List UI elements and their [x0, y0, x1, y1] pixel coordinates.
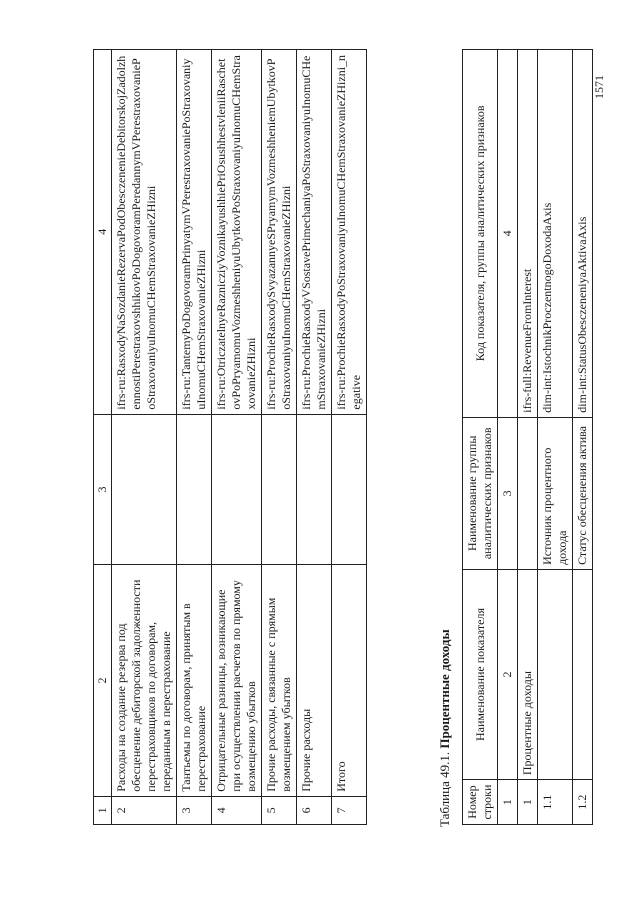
table-row — [538, 50, 573, 825]
row-number: 7 — [332, 796, 367, 824]
group-name — [262, 414, 297, 565]
column-number-2: 2 — [94, 565, 112, 796]
column-number-1: 1 — [94, 796, 112, 824]
table-row — [262, 50, 297, 825]
group-name — [332, 414, 367, 565]
indicator-name: Отрицательные разницы, возникающие при осуществлении расчетов по прямому возмещению убытков — [212, 565, 262, 796]
indicator-code: ifrs-ru:OtriczatelnyeRaznicziyVoznikayushhiePriOsushhestvleniiRaschetovPoPryamomuVozmeshheniyuUbytkovPoStraxovaniyuInomuCHemStraxovanieZHizni — [212, 50, 262, 415]
column-number-2: 2 — [498, 569, 518, 779]
column-number-3: 3 — [498, 417, 518, 569]
table-row — [573, 50, 593, 825]
row-number: 6 — [297, 796, 332, 824]
indicator-name — [538, 569, 573, 779]
indicator-code: dim-int:StatusObesczeneniyaAktivaAxis — [573, 50, 593, 418]
indicator-name: Процентные доходы — [518, 569, 538, 779]
indicator-name: Прочие расходы — [297, 565, 332, 796]
group-name: Статус обесценения актива — [573, 417, 593, 569]
row-number: 3 — [177, 796, 212, 824]
row-number: 1 — [518, 780, 538, 825]
table-row — [332, 50, 367, 825]
row-number: 1.1 — [538, 780, 573, 825]
column-number-4: 4 — [498, 50, 518, 418]
column-number-4: 4 — [94, 50, 112, 415]
group-name — [212, 414, 262, 565]
indicator-code: ifrs-ru:RasxodyNaSozdanieRezervaPodObesczenenieDebitorskojZadolzhennostiPerestraxovshhikovPoDogovoramPeredannymVPerestraxovaniePoStraxovaniyuInomuCHemStraxovanieZHizni — [112, 50, 177, 415]
table-row — [177, 50, 212, 825]
indicator-code: ifrs-ru:ProchieRasxodyPoStraxovaniyuInomuCHemStraxovanieZHizni_negative — [332, 50, 367, 415]
group-name: Источник процентного дохода — [538, 417, 573, 569]
indicators-table-continued — [93, 49, 367, 825]
group-name — [297, 414, 332, 565]
row-number: 4 — [212, 796, 262, 824]
group-name — [177, 414, 212, 565]
indicator-code: ifrs-ru:TantemyPoDogovoramPrinyatymVPerestraxovaniePoStraxovaniyuInomuCHemStraxovanieZHizni — [177, 50, 212, 415]
table-row — [297, 50, 332, 825]
interest-income-table — [462, 49, 593, 825]
group-name — [112, 414, 177, 565]
row-number: 1.2 — [573, 780, 593, 825]
header-row-number: Номер строки — [463, 780, 498, 825]
table-row — [112, 50, 177, 825]
table-caption — [437, 629, 453, 827]
table-row — [212, 50, 262, 825]
column-numbers-row — [498, 50, 518, 825]
indicator-code: ifrs-ru:ProchieRasxodyVSostavePrimechaniyaPoStraxovaniyuInomuCHemStraxovanieZHizni — [297, 50, 332, 415]
caption-title: Процентные доходы — [437, 629, 452, 749]
indicator-code: ifrs-ru:ProchieRasxodySvyazannyeSPryamymVozmeshheniemUbytkovPoStraxovaniyuInomuCHemStraxovanieZHizni — [262, 50, 297, 415]
caption-prefix: Таблица 49.1. — [437, 751, 452, 827]
table-row — [518, 50, 538, 825]
column-number-3: 3 — [94, 414, 112, 565]
table-header-row — [94, 50, 112, 825]
column-number-1: 1 — [498, 780, 518, 825]
header-indicator-name: Наименование показателя — [463, 569, 498, 779]
indicator-code: ifrs-full:RevenueFromInterest — [518, 50, 538, 418]
header-group-name: Наименование группы аналитических признаков — [463, 417, 498, 569]
header-indicator-code: Код показателя, группы аналитических признаков — [463, 50, 498, 418]
indicator-name — [573, 569, 593, 779]
page-number: 1571 — [592, 75, 606, 99]
indicator-name: Расходы на создание резерва под обесценение дебиторской задолженности перестраховщиков по договорам, переданным в перестрахование — [112, 565, 177, 796]
row-number: 5 — [262, 796, 297, 824]
indicator-code: dim-int:IstochnikProczentnogoDoxodaAxis — [538, 50, 573, 418]
indicator-name: Итого — [332, 565, 367, 796]
group-name — [518, 417, 538, 569]
table-header-row — [463, 50, 498, 825]
indicator-name: Прочие расходы, связанные с прямым возмещением убытков — [262, 565, 297, 796]
indicator-name: Тантьемы по договорам, принятым в перестрахование — [177, 565, 212, 796]
row-number: 2 — [112, 796, 177, 824]
